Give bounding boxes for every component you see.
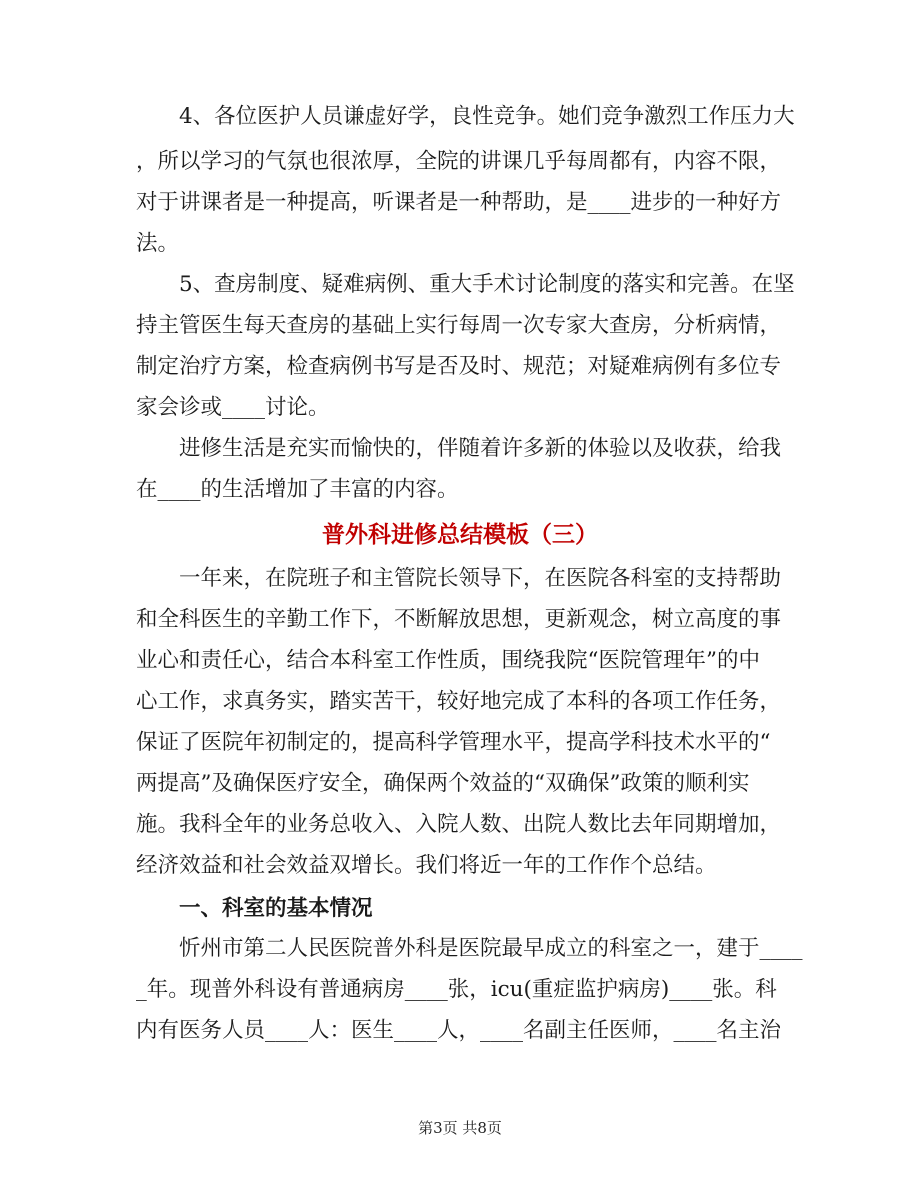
page-number: 第3页 共8页 [418, 1119, 502, 1137]
section-title: 普外科进修总结模板（三） [322, 522, 598, 548]
paragraph-line: 5、查房制度、疑难病例、重大手术讨论制度的落实和完善。在坚 [136, 272, 795, 297]
paragraph-line: ，所以学习的气氛也很浓厚，全院的讲课几乎每周都有，内容不限， [136, 149, 782, 174]
paragraph-line: 制定治疗方案，检查病例书写是否及时、规范；对疑难病例有多位专 [136, 354, 782, 379]
paragraph-line: 一年来，在院班子和主管院长领导下，在医院各科室的支持帮助 [136, 566, 782, 591]
paragraph-line: 法。 [136, 231, 180, 256]
paragraph-line: 家会诊或____讨论。 [136, 395, 330, 420]
paragraph-line: 忻州市第二人民医院普外科是医院最早成立的科室之一，建于____ [136, 936, 803, 961]
paragraph-line: _年。现普外科设有普通病房____张，icu(重症监护病房)____张。科 [136, 977, 777, 1002]
paragraph-line: 业心和责任心，结合本科室工作性质，围绕我院“医院管理年”的中 [136, 648, 760, 673]
paragraph-line: 保证了医院年初制定的，提高科学管理水平，提高学科技术水平的“ [136, 730, 771, 755]
paragraph-line: 持主管医生每天查房的基础上实行每周一次专家大查房，分析病情， [136, 313, 782, 338]
paragraph-line: 在____的生活增加了丰富的内容。 [136, 477, 459, 502]
paragraph-line: 施。我科全年的业务总收入、入院人数、出院人数比去年同期增加， [136, 812, 782, 837]
paragraph-line: 对于讲课者是一种提高，听课者是一种帮助，是____进步的一种好方 [136, 190, 782, 215]
paragraph-line: 两提高”及确保医疗安全，确保两个效益的“双确保”政策的顺利实 [136, 771, 750, 796]
paragraph-line: 经济效益和社会效益双增长。我们将近一年的工作作个总结。 [136, 853, 717, 878]
paragraph-line: 心工作，求真务实，踏实苦干，较好地完成了本科的各项工作任务， [136, 689, 782, 714]
paragraph-line: 内有医务人员____人：医生____人，____名副主任医师，____名主治 [136, 1018, 782, 1043]
paragraph-line: 4、各位医护人员谦虚好学，良性竞争。她们竞争激烈工作压力大 [136, 104, 795, 129]
subheading: 一、科室的基本情况 [136, 896, 373, 921]
paragraph-line: 进修生活是充实而愉快的，伴随着许多新的体验以及收获，给我 [136, 436, 782, 461]
paragraph-line: 和全科医生的辛勤工作下，不断解放思想，更新观念，树立高度的事 [136, 607, 782, 632]
